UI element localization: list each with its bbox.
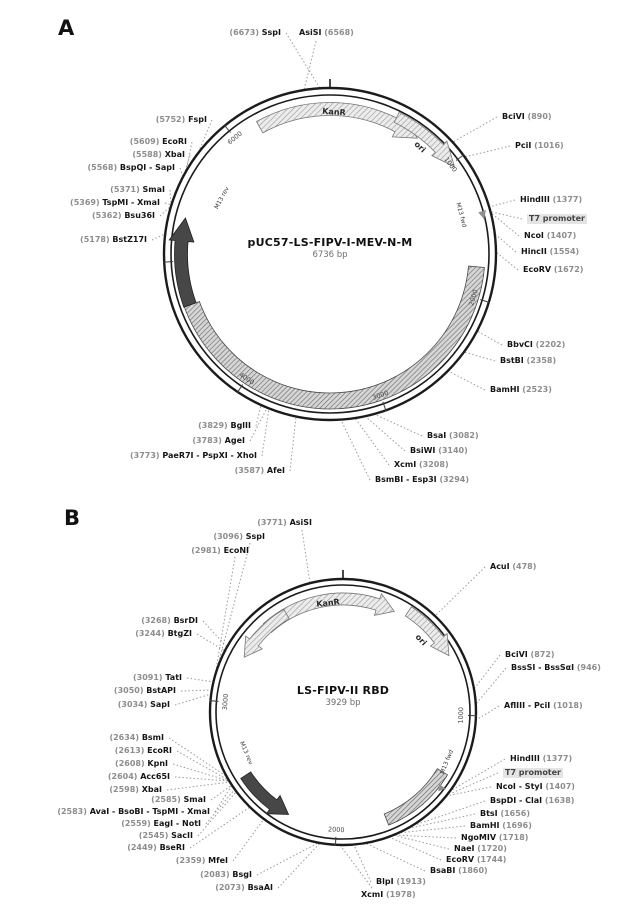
leader-line [257,843,318,875]
enzyme-site-label: (2545) SacII [138,831,193,840]
leader-line [286,33,320,88]
enzyme-site-label: HincII (1554) [521,247,580,256]
enzyme-site-label: NgoMIV (1718) [461,833,529,842]
leader-line [167,782,230,790]
enzyme-site-label: (2449) BseRI [127,843,185,852]
enzyme-site-label: (5369) TspMI - XmaI [70,198,160,207]
enzyme-site-label: (3773) PaeR7I - PspXI - XhoI [129,451,257,460]
plasmid-rings-layer [164,88,496,845]
panel-a-center-label [220,236,440,260]
bp-tick-label: 6000 [225,129,244,147]
enzyme-site-label: BamHI (2523) [490,385,552,394]
leader-line [211,785,232,800]
enzyme-site-label: AsiSI (6568) [299,28,354,37]
enzyme-site-label: BbvCI (2202) [507,340,566,349]
enzyme-site-label: (5752) FspI [155,115,207,124]
bp-tick-label: 3000 [220,693,231,711]
leader-line [435,567,485,616]
enzyme-site-label: (2583) AvaI - BsoBI - TspMI - XmaI [57,807,210,816]
leader-line [198,120,212,153]
feature-label: KanR [315,597,341,609]
enzyme-site-label: (5178) BstZ17I [80,235,147,244]
enzyme-site-label: (3091) TatI [133,673,182,682]
leader-line [302,530,310,583]
enzyme-site-label: (3771) AsiSI [257,518,312,527]
feature-label: M13 fwd [454,201,468,229]
enzyme-site-label: (3829) BglII [198,421,251,430]
bp-tick [335,837,336,846]
leader-line [489,200,515,207]
enzyme-site-label: BspDI - ClaI (1638) [490,796,575,805]
bp-tick [224,125,230,133]
enzyme-site-label: (5609) EcoRI [129,137,187,146]
enzyme-site-label: (5371) SmaI [110,185,165,194]
leader-line [214,543,250,680]
leader-line [394,835,456,838]
enzyme-site-label: NaeI (1720) [454,844,507,853]
leader-line [389,837,441,860]
feature-site-label: T7 promoter [505,768,562,777]
enzyme-site-label: (2604) Acc65I [107,772,170,781]
enzyme-site-label: PciI (1016) [515,141,564,150]
enzyme-site-label: BsmBI - Esp3I (3294) [375,475,470,484]
leader-line [477,331,502,345]
leader-line [190,807,250,848]
leader-line [198,792,236,836]
leader-line [354,845,371,882]
enzyme-site-label: EcoRV (1672) [523,265,584,274]
enzyme-site-label: (2359) MfeI [175,856,228,865]
enzyme-site-label: (2559) EagI - NotI [121,819,201,828]
enzyme-site-label: (3034) SapI [117,700,170,709]
leader-line [355,418,389,465]
enzyme-site-label: EcoRV (1744) [446,855,507,864]
enzyme-site-label: BtsI (1656) [480,809,531,818]
feature-site-label: T7 promoter [529,214,586,223]
enzyme-site-label: BlpI (1913) [376,877,426,886]
bp-tick-label: 2000 [467,288,480,307]
leader-line [496,252,518,270]
leader-line [175,777,229,781]
enzyme-site-label: (2981) EcoNI [191,546,249,555]
leader-line [165,203,171,205]
leader-line [341,420,370,480]
leader-line [448,371,485,390]
enzyme-site-label: (5588) XbaI [132,150,185,159]
enzyme-site-label: XcmI (1978) [361,890,416,899]
leader-line [181,690,212,691]
enzyme-site-label: (2083) BsgI [200,870,252,879]
feature-label: M13 rev [238,740,254,766]
feature-arrow [405,607,449,656]
enzyme-site-label: AcuI (478) [490,562,537,571]
leader-line [203,621,227,647]
leader-line [256,405,261,426]
panel-a-plasmid-size: 6736 bp [312,250,348,260]
enzyme-site-label: (3783) AgeI [192,436,245,445]
enzyme-site-label: BsaI (3082) [427,431,479,440]
leader-line [453,117,497,142]
enzyme-site-label: BciVI (890) [502,112,552,121]
panel-a-plasmid-name: pUC57-LS-FIPV-I-MEV-N-M [247,236,413,249]
enzyme-site-label: NcoI (1407) [524,231,577,240]
bp-tick-label: 2000 [327,825,345,835]
bp-tick-label: 1000 [442,155,459,174]
enzyme-site-label: (5362) Bsu36I [91,211,155,220]
leader-line [262,408,269,456]
leader-line [365,843,425,871]
bp-tick-label: 1000 [456,706,466,724]
enzyme-site-label: (3096) SspI [213,532,265,541]
bp-tick-label: 3000 [371,388,390,402]
enzyme-site-label: (3050) BstAPI [113,686,176,695]
enzyme-site-label: (2598) XbaI [109,785,162,794]
leader-line [233,819,264,861]
enzyme-site-label: XcmI (3208) [394,460,449,469]
leader-line [474,655,500,689]
feature-label: M13 rev [213,185,231,211]
leader-line [465,146,510,157]
feature-arrow [184,266,484,409]
enzyme-site-label: BciVI (872) [505,650,555,659]
bp-tick-label: 5000 [175,252,185,270]
enzyme-site-label: NcoI - StyI (1407) [496,782,575,791]
enzyme-site-label: (6673) SspI [229,28,281,37]
leader-line [340,845,372,888]
leader-line [290,417,296,471]
enzyme-site-label: HindIII (1377) [520,195,583,204]
leader-line [476,706,499,720]
feature-label: ori [413,632,429,648]
enzyme-site-label: (5568) BspQI - SapI [87,163,175,172]
enzyme-site-label: BstBI (2358) [500,356,557,365]
bp-tick-label: 4000 [237,370,256,387]
enzyme-site-label: AflIII - PciI (1018) [504,701,583,710]
leader-line [152,234,165,240]
enzyme-site-label: BsaBI (1860) [430,866,488,875]
leader-line [187,678,214,682]
leader-line [215,785,232,812]
leader-line [374,414,422,436]
leader-line [197,634,225,651]
leader-line [464,352,495,361]
plasmid-ring-outer [210,579,476,845]
enzyme-site-label: (2634) BsmI [109,733,164,742]
feature-label: ori [412,139,428,155]
leader-line [175,694,211,705]
panel-b-plasmid-size: 3929 bp [325,698,361,708]
leader-line [492,212,522,219]
enzyme-site-label: (3244) BtgZI [135,629,192,638]
enzyme-site-label: BsiWI (3140) [410,446,468,455]
panel-a-letter: A [58,16,75,40]
panel-b-center-label [233,684,453,708]
feature-label: KanR [321,106,347,118]
feature-label: M13 fwd [438,748,456,776]
leader-line [206,789,235,824]
enzyme-site-label: HindIII (1377) [510,754,573,763]
panel-b-letter: B [64,506,81,530]
leader-line [250,408,267,441]
enzyme-site-label: (2613) EcoRI [114,746,172,755]
enzyme-site-label: BssSI - BssSαI (946) [511,663,601,672]
enzyme-site-label: (2608) KpnI [115,759,168,768]
enzyme-site-label: (2073) BsaAI [215,883,273,892]
enzyme-site-label: (3587) AfeI [234,466,285,475]
leader-line [278,843,320,888]
panel-b-plasmid-name: LS-FIPV-II RBD [296,684,390,697]
enzyme-site-label: (3268) BsrDI [141,616,198,625]
leader-line [495,234,516,252]
leader-line [365,416,405,451]
enzyme-site-label: BamHI (1696) [470,821,532,830]
leader-line [476,668,506,704]
enzyme-site-label: (2585) SmaI [151,795,206,804]
